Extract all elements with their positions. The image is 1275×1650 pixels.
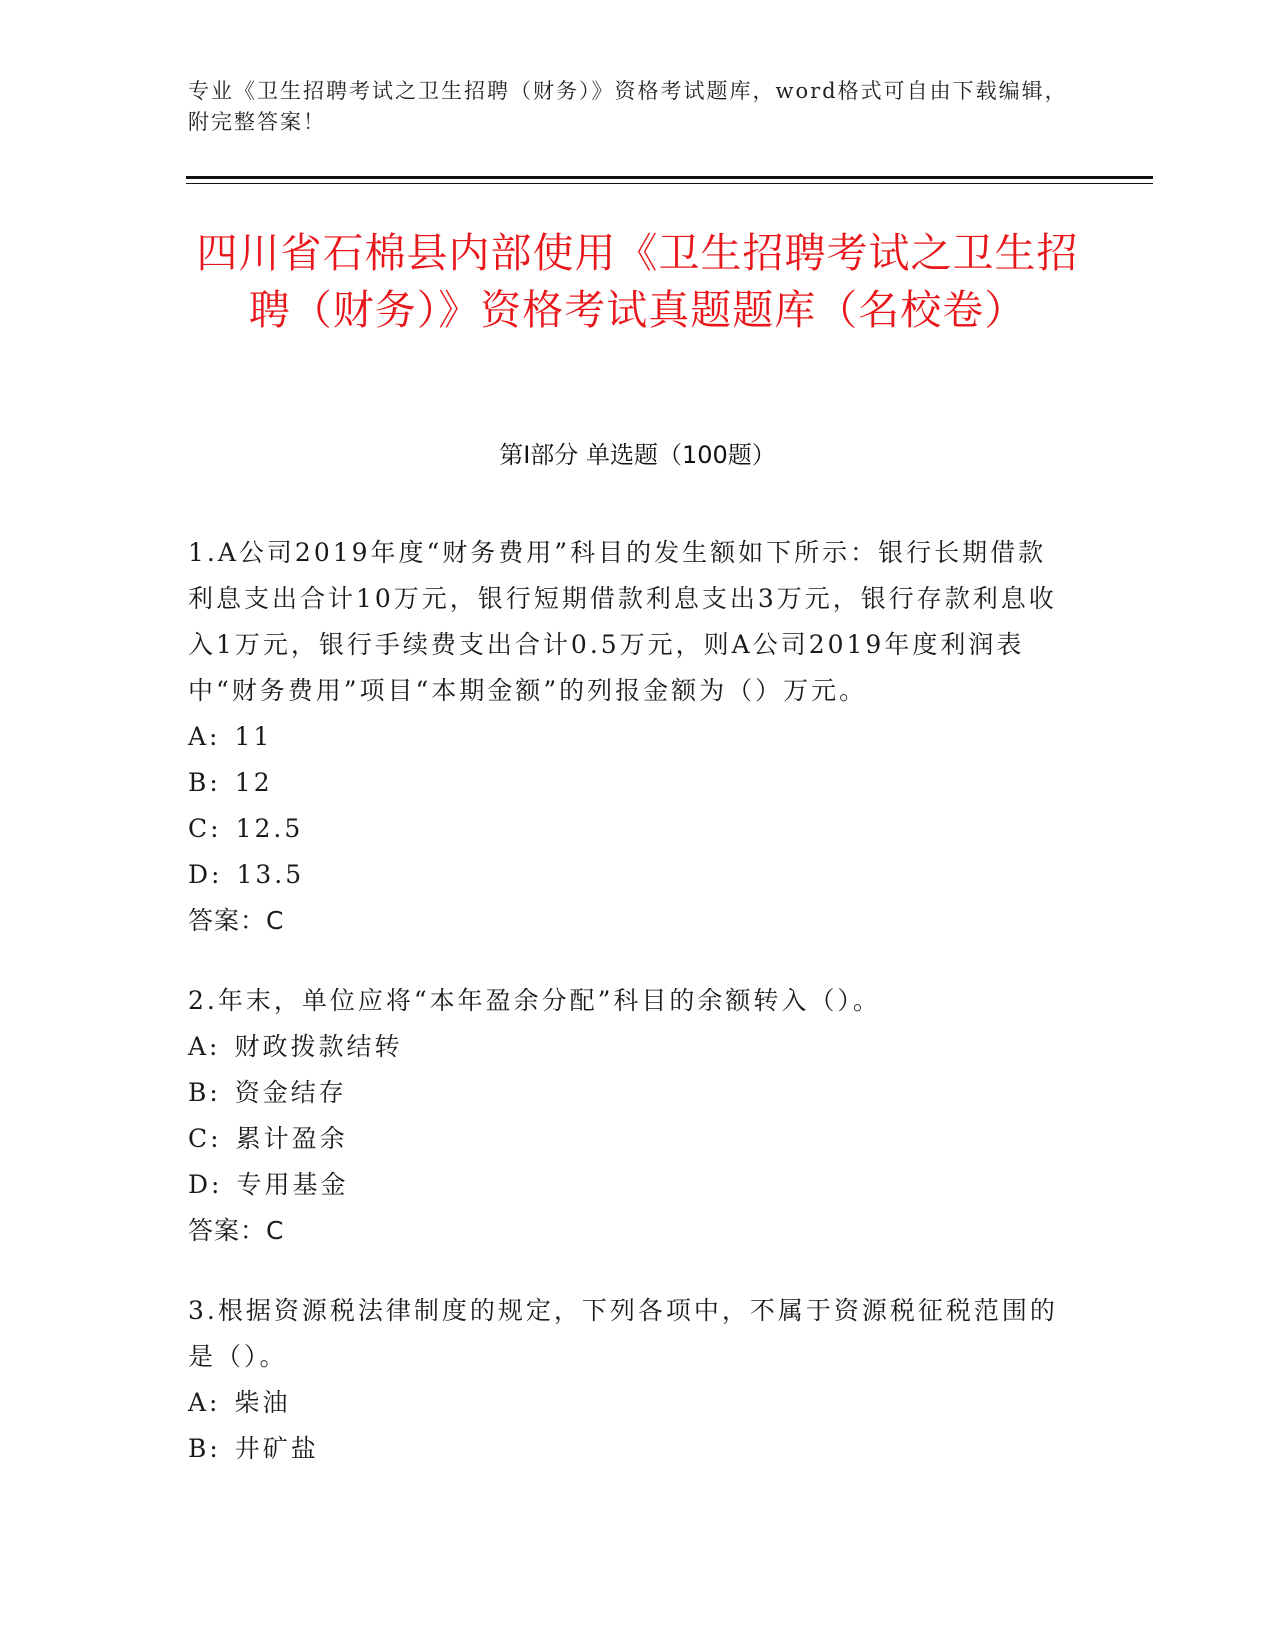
option-text: 11 [234,722,273,751]
option-key: A: [188,722,221,751]
answer-line: 答案：C [188,1216,285,1245]
option-text: 12.5 [235,814,304,843]
option-key: C: [188,814,222,843]
option-d [188,852,1068,898]
option-a [188,1380,1068,1426]
question-stem: 2.年末，单位应将“本年盈余分配”科目的余额转入（）。 [188,986,881,1015]
option-b [188,1426,1068,1472]
option-key: D: [188,1170,223,1199]
option-text: 柴油 [234,1388,291,1417]
question-stem: 1.A公司2019年度“财务费用”科目的发生额如下所示：银行长期借款利息支出合计10万元，银行短期借款利息支出3万元，银行存款利息收入1万元，银行手续费支出合计0.5万元，则A公司2019年度利润表中“财务费用”项目“本期金额”的列报金额为（）万元。 [188,538,1057,705]
option-a [188,1024,1068,1070]
question-3 [188,1288,1068,1472]
option-c [188,1116,1068,1162]
option-text: 累计盈余 [235,1124,348,1153]
question-2 [188,978,1068,1254]
header-divider-thin [186,183,1153,184]
section-heading: 第Ⅰ部分 单选题（100题） [499,441,776,469]
option-key: B: [188,1434,221,1463]
option-key: B: [188,1078,221,1107]
option-text: 12 [234,768,273,797]
option-key: D: [188,860,223,889]
option-text: 财政拨款结转 [234,1032,403,1061]
option-b [188,1070,1068,1116]
option-b [188,760,1068,806]
option-text: 资金结存 [234,1078,347,1107]
option-text: 井矿盐 [234,1434,319,1463]
option-c [188,806,1068,852]
option-key: B: [188,768,221,797]
option-key: C: [188,1124,222,1153]
question-list [188,530,1068,1506]
option-key: A: [188,1032,221,1061]
option-text: 13.5 [236,860,305,889]
header-note: 专业《卫生招聘考试之卫生招聘（财务）》资格考试题库，word格式可自由下载编辑，附完整答案！ [188,79,1068,134]
option-d [188,1162,1068,1208]
question-stem: 3.根据资源税法律制度的规定，下列各项中，不属于资源税征税范围的是（）。 [188,1296,1058,1371]
answer-line: 答案：C [188,906,285,935]
option-key: A: [188,1388,221,1417]
question-1 [188,530,1068,944]
header-divider-thick [186,176,1153,179]
document-title: 四川省石棉县内部使用《卫生招聘考试之卫生招聘（财务）》资格考试真题题库（名校卷） [196,229,1079,334]
option-a [188,714,1068,760]
option-text: 专用基金 [236,1170,349,1199]
